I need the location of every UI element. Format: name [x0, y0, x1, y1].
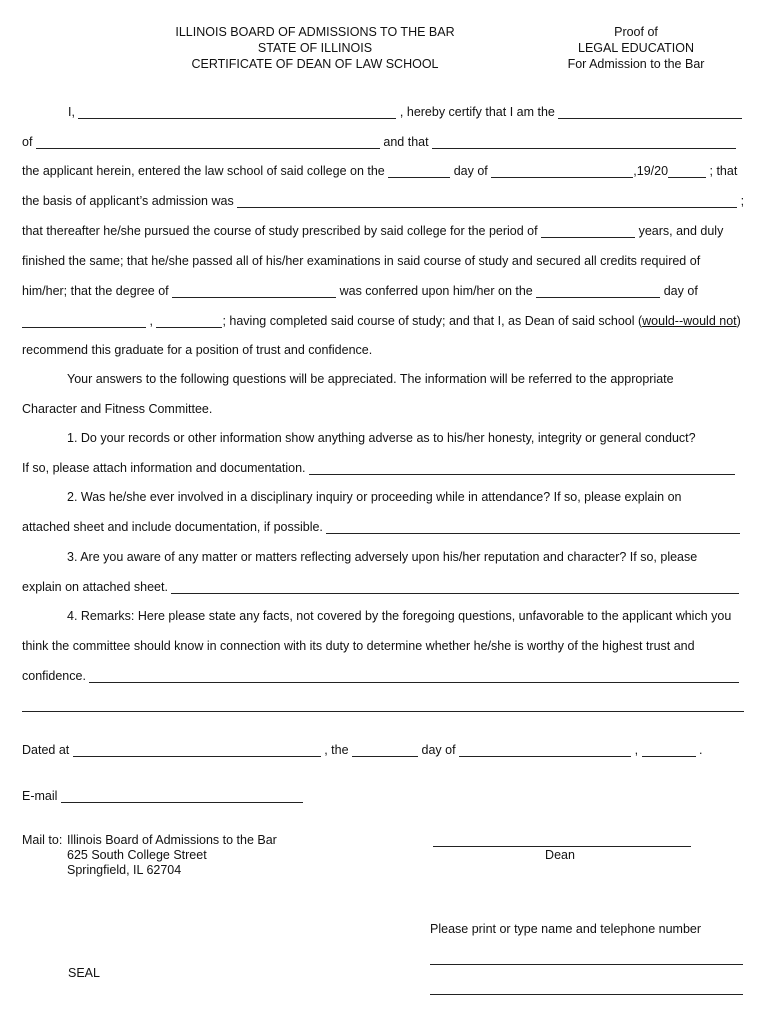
text-completed: ; having completed said course of study; and that I, as Dean of said school (: [222, 314, 643, 328]
intro-line-2: Character and Fitness Committee.: [22, 402, 213, 416]
study-period-field[interactable]: [541, 225, 635, 238]
question-4-line-3: [22, 669, 739, 683]
line-2: [22, 135, 736, 149]
text-years: years, and duly: [638, 224, 724, 238]
text-the: , the: [324, 743, 349, 757]
text-day-of: day of: [453, 164, 488, 178]
question-1-attach-text: If so, please attach information and documentation.: [22, 461, 306, 475]
text-of: of: [22, 135, 33, 149]
question-4-answer-field[interactable]: [89, 670, 739, 683]
address-line-1: Illinois Board of Admissions to the Bar: [67, 833, 277, 847]
dated-line: [22, 743, 703, 757]
question-2-answer-field[interactable]: [326, 521, 740, 534]
admission-basis-field[interactable]: [237, 195, 737, 208]
text-and-that: and that: [383, 135, 429, 149]
dated-day-field[interactable]: [352, 744, 418, 757]
line-3: [22, 164, 737, 178]
question-4: 4. Remarks: Here please state any facts, not covered by the foregoing questions, unfavorable to the applicant which you: [67, 609, 732, 623]
intro-line-1: Your answers to the following questions will be appreciated. The information will be referred to the appropriate: [67, 372, 674, 386]
dean-title-field[interactable]: [558, 106, 742, 119]
print-name-line[interactable]: [430, 964, 743, 965]
email-field[interactable]: [61, 790, 303, 803]
conferred-year-field[interactable]: [156, 315, 222, 328]
text-that: ; that: [709, 164, 738, 178]
text-basis: the basis of applicant’s admission was: [22, 194, 234, 208]
header-proof-of: Proof of: [614, 25, 658, 39]
mailing-address: [67, 833, 277, 878]
header-admission: For Admission to the Bar: [567, 57, 705, 71]
question-2-line-2: [22, 520, 740, 534]
would-would-not-option[interactable]: would--would not: [642, 314, 737, 328]
address-line-3: Springfield, IL 62704: [67, 863, 182, 877]
question-2: 2. Was he/she ever involved in a disciplinary inquiry or proceeding while in attendance? If so, please explain on: [67, 490, 682, 504]
header-certificate-title: CERTIFICATE OF DEAN OF LAW SCHOOL: [191, 57, 439, 71]
question-4-line-2: think the committee should know in connection with its duty to determine whether he/she is worthy of the highest trust and: [22, 639, 695, 653]
text-dated-period: .: [699, 743, 703, 757]
line-5: [22, 224, 723, 238]
entry-month-field[interactable]: [491, 165, 633, 178]
applicant-name-field[interactable]: [432, 136, 736, 149]
header-title: [150, 24, 480, 72]
entry-day-field[interactable]: [388, 165, 450, 178]
text-email: E-mail: [22, 789, 58, 803]
question-3-attach-text: explain on attached sheet.: [22, 580, 168, 594]
dean-name-field[interactable]: [78, 106, 396, 119]
line-9: recommend this graduate for a position of trust and confidence.: [22, 343, 373, 357]
school-name-field[interactable]: [36, 136, 380, 149]
header-state: STATE OF ILLINOIS: [257, 41, 373, 55]
remarks-extra-line[interactable]: [22, 711, 744, 712]
line-8: [22, 314, 741, 328]
conferred-month-field[interactable]: [22, 315, 146, 328]
dated-place-field[interactable]: [73, 744, 321, 757]
line-6: finished the same; that he/she passed all of his/her examinations in said course of study and secured all credits required of: [22, 254, 701, 268]
question-4-confidence-text: confidence.: [22, 669, 86, 683]
question-1-answer-field[interactable]: [309, 462, 735, 475]
dated-month-field[interactable]: [459, 744, 631, 757]
header-board-name: ILLINOIS BOARD OF ADMISSIONS TO THE BAR: [175, 25, 455, 39]
seal-label: SEAL: [68, 966, 100, 980]
text-conferred: was conferred upon him/her on the: [339, 284, 533, 298]
question-3-answer-field[interactable]: [171, 581, 739, 594]
text-semicolon: ;: [740, 194, 745, 208]
text-i: I,: [68, 105, 75, 119]
line-1: [68, 105, 742, 119]
question-3: 3. Are you aware of any matter or matters reflecting adversely upon his/her reputation and character? If so, please: [67, 550, 698, 564]
dean-label: Dean: [545, 848, 575, 862]
text-comma: ,: [149, 314, 153, 328]
email-line: [22, 789, 303, 803]
telephone-line[interactable]: [430, 994, 743, 995]
dated-year-field[interactable]: [642, 744, 696, 757]
mail-to-label: Mail to:: [22, 833, 63, 847]
question-1-line-2: [22, 461, 735, 475]
conferred-day-field[interactable]: [536, 285, 660, 298]
line-4: [22, 194, 744, 208]
dean-signature-line[interactable]: [433, 846, 691, 847]
header-proof: [540, 24, 732, 72]
entry-year-field[interactable]: [668, 165, 706, 178]
print-name-label: Please print or type name and telephone number: [430, 922, 702, 936]
text-day-of-2: day of: [663, 284, 698, 298]
text-1920: ,19/20: [633, 164, 669, 178]
text-dated-day-of: day of: [421, 743, 456, 757]
line-7: [22, 284, 698, 298]
text-dated-comma: ,: [634, 743, 639, 757]
header-legal-education: LEGAL EDUCATION: [578, 41, 694, 55]
text-dated-at: Dated at: [22, 743, 70, 757]
text-course-study: that thereafter he/she pursued the course of study prescribed by said college for the period of: [22, 224, 538, 238]
text-close-paren: ): [736, 314, 741, 328]
address-line-2: 625 South College Street: [67, 848, 207, 862]
question-3-line-2: [22, 580, 739, 594]
text-entered: the applicant herein, entered the law school of said college on the: [22, 164, 385, 178]
text-degree: him/her; that the degree of: [22, 284, 169, 298]
text-certify: , hereby certify that I am the: [399, 105, 555, 119]
degree-field[interactable]: [172, 285, 336, 298]
question-1: 1. Do your records or other information show anything adverse as to his/her honesty, integrity or general conduct?: [67, 431, 696, 445]
question-2-attach-text: attached sheet and include documentation, if possible.: [22, 520, 323, 534]
